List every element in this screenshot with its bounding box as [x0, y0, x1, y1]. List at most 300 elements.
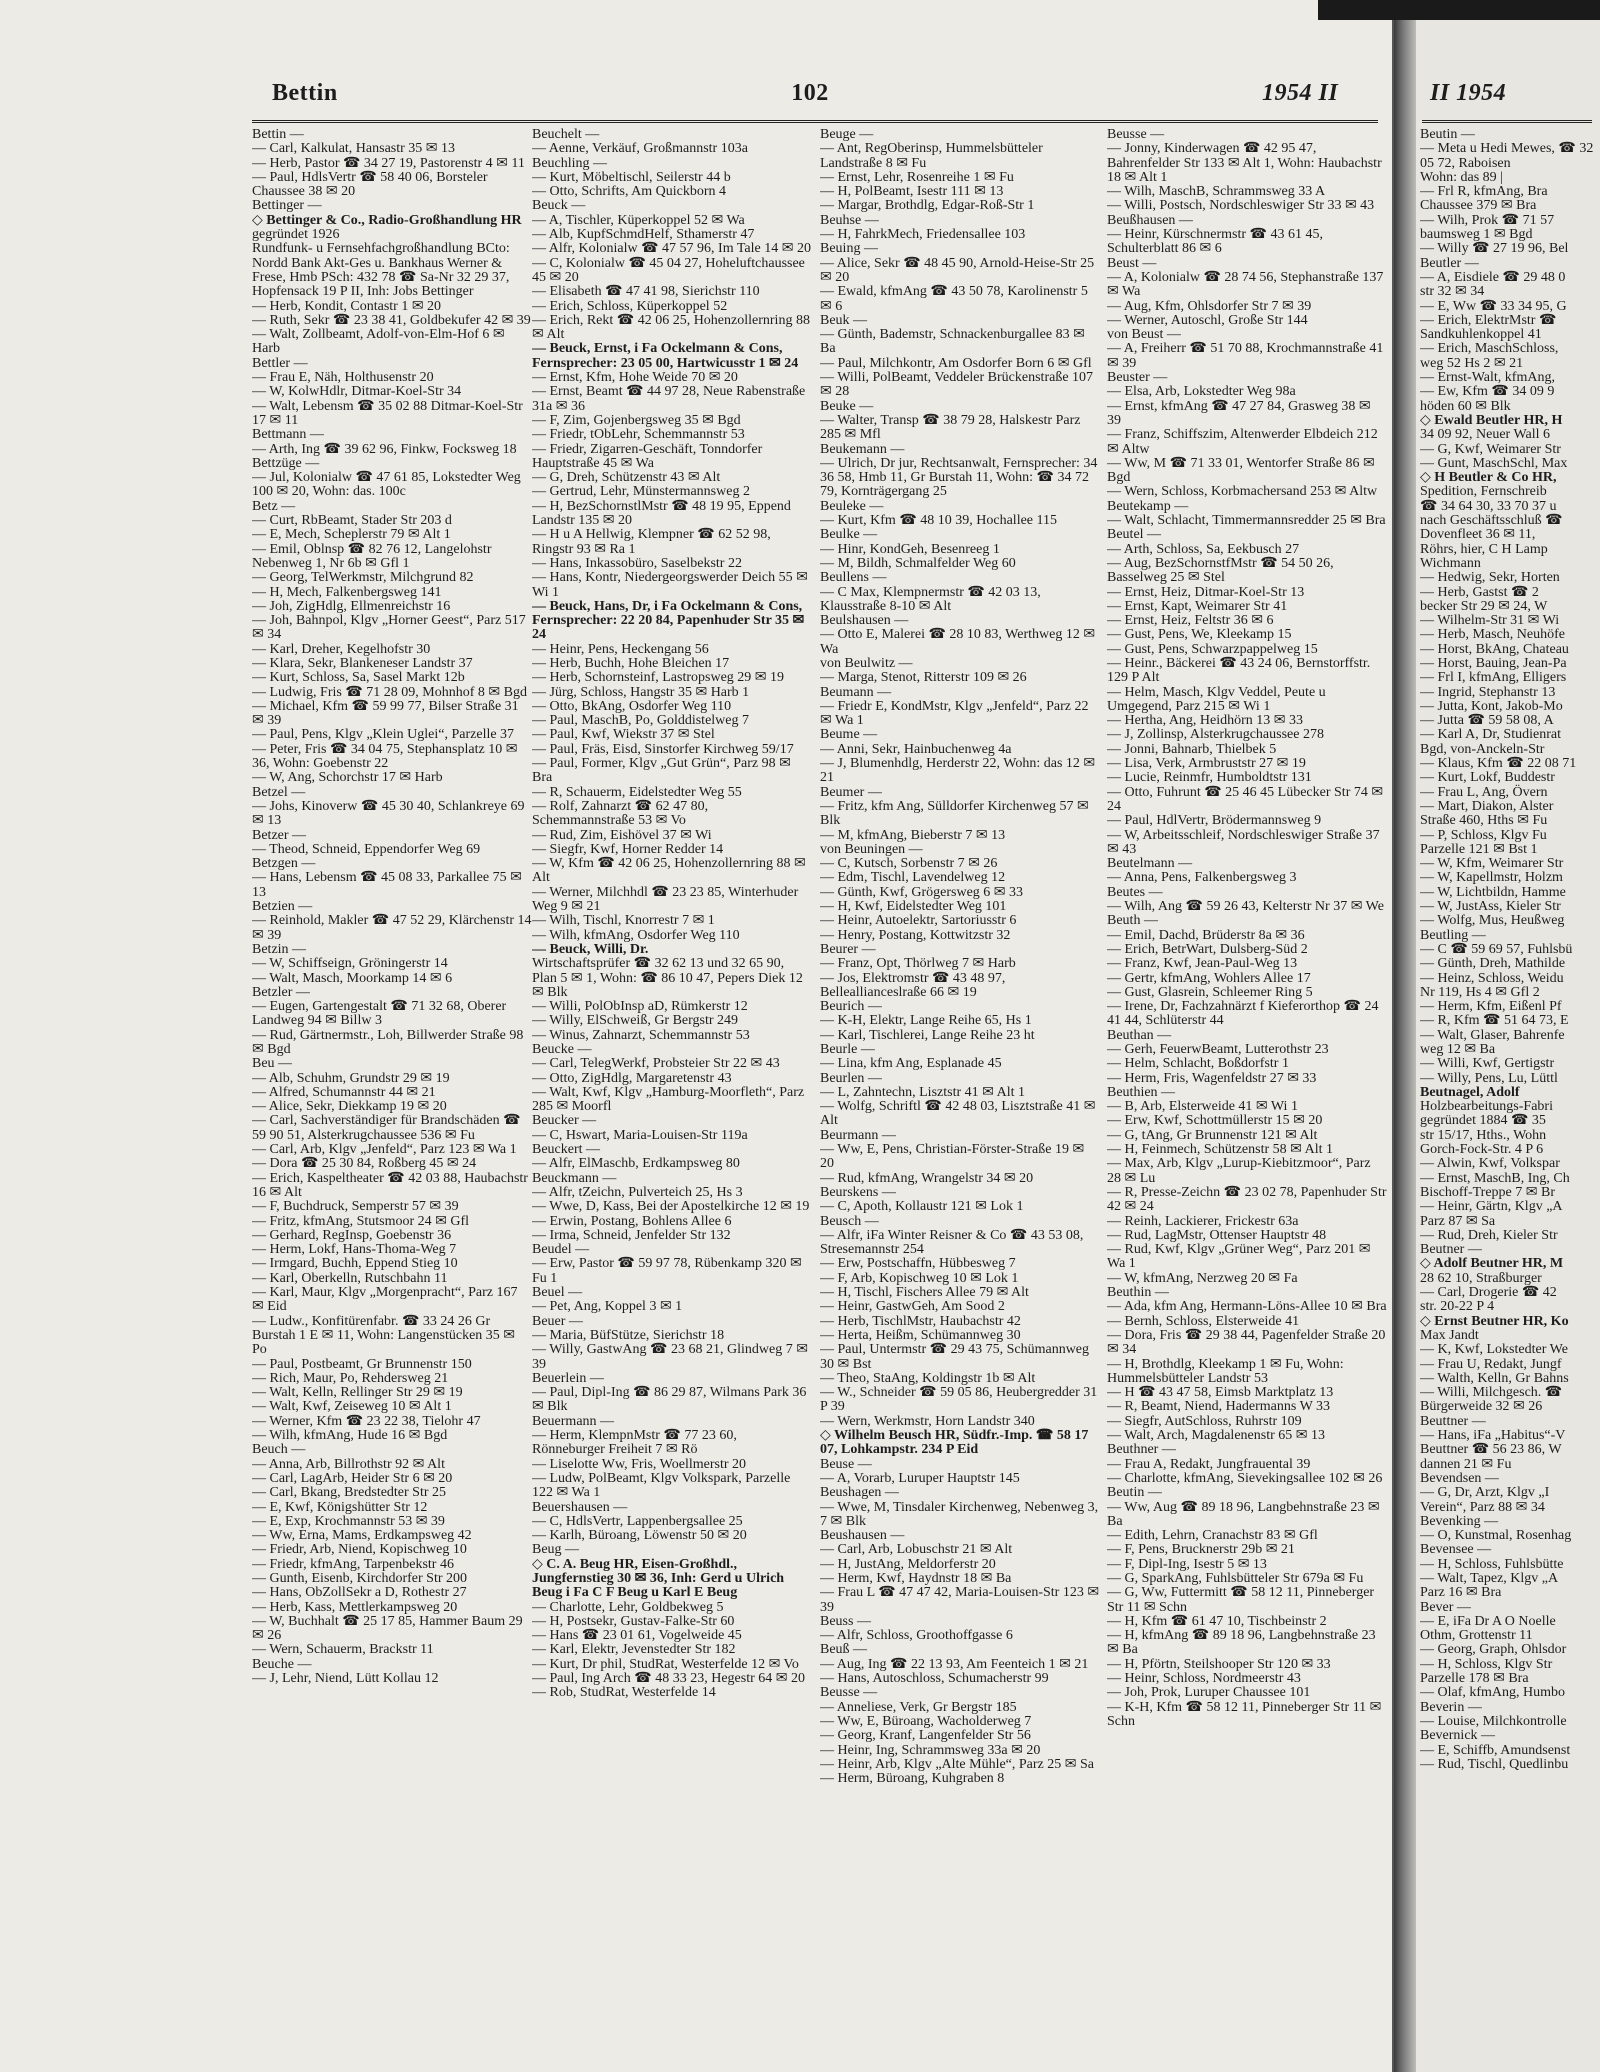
directory-entry: — Hans, Inkassobüro, Saselbekstr 22	[532, 555, 742, 571]
directory-entry: — Alwin, Kwf, Volkspar	[1420, 1156, 1560, 1172]
directory-entry: — Rud, LagMstr, Ottenser Hauptstr 48	[1107, 1227, 1327, 1243]
directory-entry: ◇ H Beutler & Co HR,	[1420, 470, 1557, 486]
directory-entry: — G, Dreh, Schützenstr 43 ✉ Alt	[532, 470, 721, 486]
directory-entry: — Walt, Kelln, Rellinger Str 29 ✉ 19	[252, 1385, 463, 1401]
directory-entry: — Beuck, Hans, Dr, i Fa Ockelmann & Cons, Fernsprecher: 22 20 84, Papenhuder Str 35 ✉ 24	[532, 598, 805, 643]
directory-entry: Bettmann —	[252, 427, 324, 443]
directory-entry: — Johs, Kinoverw ☎ 45 30 40, Schlankreye 69 ✉ 13	[252, 798, 525, 829]
directory-entry: Dovenfleet 36 ✉ 11,	[1420, 527, 1536, 543]
directory-entry: — Walt, Schlacht, Timmermannsredder 25 ✉ Bra	[1107, 513, 1386, 529]
directory-entry: Beuing —	[820, 241, 878, 257]
directory-entry: Sandkuhlenkoppel 41	[1420, 327, 1542, 343]
directory-entry: — Herm, Kfm, Eißenl Pf	[1420, 999, 1562, 1015]
directory-entry: Bevensee —	[1420, 1542, 1492, 1558]
directory-entry: Bever —	[1420, 1599, 1471, 1615]
directory-entry: Beukemann —	[820, 441, 905, 457]
directory-entry: — Heinr, Schloss, Nordmeerstr 43	[1107, 1671, 1301, 1687]
directory-entry: — Herm, Lokf, Hans-Thoma-Weg 7	[252, 1242, 457, 1258]
directory-entry: — W, Lichtbildn, Hamme	[1420, 884, 1566, 900]
directory-entry: — Ernst, Heiz, Ditmar-Koel-Str 13	[1107, 584, 1305, 600]
directory-entry: — Emil, Dachd, Brüderstr 8a ✉ 36	[1107, 927, 1305, 943]
directory-entry: — Karl, Dreher, Kegelhofstr 30	[252, 641, 431, 657]
directory-entry: — Herb, Pastor ☎ 34 27 19, Pastorenstr 4 ✉ 11	[252, 155, 525, 171]
directory-entry: — Bernh, Schloss, Elsterweide 41	[1107, 1313, 1300, 1329]
directory-entry: — C ☎ 59 69 57, Fuhlsbü	[1420, 941, 1573, 957]
directory-entry: gegründet 1926	[252, 227, 340, 243]
directory-entry: — Jutta, Kont, Jakob-Mo	[1420, 698, 1563, 714]
directory-entry: — Walt, Kwf, Klgv „Hamburg-Moorfleth“, Parz 285 ✉ Moorfl	[532, 1084, 805, 1115]
directory-entry: — W, Kapellmstr, Holzm	[1420, 870, 1563, 886]
directory-entry: — Werner, Kfm ☎ 23 22 38, Tielohr 47	[252, 1413, 481, 1429]
directory-entry: Beurmann —	[820, 1127, 896, 1143]
directory-entry: — Wern, Schauerm, Brackstr 11	[252, 1642, 434, 1658]
directory-entry: Beutekamp —	[1107, 498, 1189, 514]
directory-entry: Beutin —	[1107, 1485, 1162, 1501]
directory-entry: — Otto, BkAng, Osdorfer Weg 110	[532, 698, 732, 714]
directory-entry: — Erw, Kwf, Schottmüllerstr 15 ✉ 20	[1107, 1113, 1323, 1129]
directory-entry: — Erich, Schloss, Küperkoppel 52	[532, 298, 728, 314]
directory-entry: Max Jandt	[1420, 1327, 1479, 1343]
directory-entry: Beußhausen —	[1107, 212, 1193, 228]
directory-entry: — Ew, Kfm ☎ 34 09 9	[1420, 384, 1555, 400]
directory-entry: — K-H, Kfm ☎ 58 12 11, Pinneberger Str 11 ✉ Schn	[1107, 1699, 1382, 1729]
directory-entry: Beuss —	[820, 1613, 871, 1629]
directory-entry: 34 09 92, Neuer Wall 6	[1420, 427, 1551, 443]
directory-entry: — Walt, Zollbeamt, Adolf-von-Elm-Hof 6 ✉ Harb	[252, 327, 505, 357]
directory-entry: — Karl, Maur, Klgv „Morgenpracht“, Parz 167 ✉ Eid	[252, 1285, 518, 1315]
directory-entry: — Paul, HdlsVertr ☎ 58 40 06, Borsteler Chaussee 38 ✉ 20	[252, 169, 488, 200]
directory-entry: — Heinr, Gärtn, Klgv „A	[1420, 1199, 1563, 1215]
directory-entry: — Heinr., Bäckerei ☎ 43 24 06, Bernstorffstr. 129 P Alt	[1107, 655, 1371, 686]
directory-entry: Beuthner —	[1107, 1442, 1176, 1458]
directory-entry: Bgd, von-Anckeln-Str	[1420, 741, 1545, 757]
directory-entry: — R, Presse-Zeichn ☎ 23 02 78, Papenhuder Str 42 ✉ 24	[1107, 1184, 1387, 1215]
directory-entry: — Willy, Pens, Lu, Lüttl	[1420, 1070, 1558, 1086]
directory-entry: — Gerhard, RegInsp, Goebenstr 36	[252, 1227, 452, 1243]
directory-entry: — Dora, Fris ☎ 29 38 44, Pagenfelder Straße 20 ✉ 34	[1107, 1327, 1386, 1358]
directory-entry: Beushagen —	[820, 1485, 899, 1501]
directory-entry: — Willy, GastwAng ☎ 23 68 21, Glindweg 7 ✉ 39	[532, 1342, 808, 1372]
directory-entry: Betzler —	[252, 984, 310, 1000]
directory-entry: Beuke —	[820, 398, 874, 414]
directory-entry: — Helm, Schlacht, Boßdorfstr 1	[1107, 1056, 1289, 1072]
directory-entry: — Willi, Milchgesch. ☎	[1420, 1385, 1563, 1401]
directory-entry: — Walt, Lebensm ☎ 35 02 88 Ditmar-Koel-Str 17 ✉ 11	[252, 398, 523, 428]
directory-entry: — Alb, KupfSchmdHelf, Sthamerstr 47	[532, 227, 755, 243]
directory-entry: — Wilh, kfmAng, Hude 16 ✉ Bgd	[252, 1428, 448, 1444]
directory-entry: — Karl, Oberkelln, Rutschbahn 11	[252, 1270, 448, 1286]
directory-entry: Beutler —	[1420, 255, 1479, 271]
directory-entry: — W, Arbeitsschleif, Nordschleswiger Straße 37 ✉ 43	[1107, 827, 1380, 857]
directory-entry: — B, Arb, Elsterweide 41 ✉ Wi 1	[1107, 1099, 1298, 1115]
directory-entry: — M, kfmAng, Bieberstr 7 ✉ 13	[820, 827, 1006, 843]
directory-entry: — W, Buchhalt ☎ 25 17 85, Hammer Baum 29 ✉ 26	[252, 1613, 523, 1644]
directory-entry: — Paul, Pens, Klgv „Klein Uglei“, Parzelle 37	[252, 727, 515, 743]
directory-entry: — H, Kwf, Eidelstedter Weg 101	[820, 899, 1007, 915]
directory-entry: Betzgen —	[252, 856, 316, 872]
directory-entry: Verein“, Parz 88 ✉ 34	[1420, 1499, 1545, 1515]
directory-entry: — Herb, Kass, Mettlerkampsweg 20	[252, 1599, 458, 1615]
directory-entry: — Otto E, Malerei ☎ 28 10 83, Werthweg 12 ✉ Wa	[820, 627, 1096, 657]
directory-entry: — Jul, Kolonialw ☎ 47 61 85, Lokstedter Weg 100 ✉ 20, Wohn: das. 100c	[252, 470, 521, 500]
directory-entry: Beurer —	[820, 941, 876, 957]
directory-entry: — H, Postsekr, Gustav-Falke-Str 60	[532, 1613, 735, 1629]
directory-entry: Beuß —	[820, 1642, 868, 1658]
directory-entry: — Hans, iFa „Habitus“-V	[1420, 1428, 1566, 1444]
directory-entry: — Irma, Schneid, Jenfelder Str 132	[532, 1227, 731, 1243]
directory-entry: — Wilh, Tischl, Knorrestr 7 ✉ 1	[532, 913, 715, 929]
directory-entry: — Alfr, ElMaschb, Erdkampsweg 80	[532, 1156, 740, 1172]
directory-entry: — Willi, Kwf, Gertigstr	[1420, 1056, 1555, 1072]
directory-entry: Beuck —	[532, 198, 586, 214]
directory-entry: Beuerlein —	[532, 1370, 604, 1386]
header-rule-next	[1422, 120, 1592, 123]
directory-entry: — W., Schneider ☎ 59 05 86, Heubergredder 31 P 39	[820, 1385, 1098, 1415]
directory-entry: Beuge —	[820, 128, 874, 142]
directory-entry: — Paul, Dipl-Ing ☎ 86 29 87, Wilmans Park 36 ✉ Blk	[532, 1385, 807, 1415]
directory-entry: — G, Dr, Arzt, Klgv „I	[1420, 1485, 1550, 1501]
directory-entry: — Walt, Glaser, Bahrenfe	[1420, 1027, 1565, 1043]
directory-entry: dannen 21 ✉ Fu	[1420, 1456, 1512, 1472]
directory-entry: — F, Pens, Brucknerstr 29b ✉ 21	[1107, 1542, 1295, 1558]
directory-entry: — A, Eisdiele ☎ 29 48 0	[1420, 269, 1566, 285]
directory-entry: — Anna, Pens, Falkenbergsweg 3	[1107, 870, 1297, 886]
directory-entry: Beuchling —	[532, 155, 608, 171]
directory-entry: — C, Hswart, Maria-Louisen-Str 119a	[532, 1127, 748, 1143]
directory-entry: — Carl, Sachverständiger für Brandschäden ☎ 59 90 51, Alsterkrugchaussee 536 ✉ Fu	[252, 1113, 521, 1143]
directory-entry: — Aug, Ing ☎ 22 13 93, Am Feenteich 1 ✉ 21	[820, 1656, 1089, 1672]
directory-entry: — K-H, Elektr, Lange Reihe 65, Hs 1	[820, 1013, 1032, 1029]
directory-entry: — Ulrich, Dr jur, Rechtsanwalt, Fernsprecher: 34 36 58, Hmb 11, Gr Burstah 11, Wohn: ☎ 34 72 79, Kornträgergang 25	[820, 455, 1098, 500]
directory-entry: — J, Blumenhdlg, Herderstr 22, Wohn: das 12 ✉ 21	[820, 756, 1096, 786]
directory-entry: — Jos, Elektromstr ☎ 43 48 97, Belleallianceslraße 66 ✉ 19	[820, 970, 1006, 1000]
directory-entry: Rundfunk- u Fernsehfachgroßhandlung BCto: Nordd Bank Akt-Ges u. Bankhaus Werner & Frese, Hmb PSch: 432 78 ☎ Sa-Nr 32 29 37, Hopfensack 19 P II, Inh: Jobs Bettinger	[252, 241, 510, 300]
directory-entry: — Wilh, Ang ☎ 59 26 43, Kelterstr Nr 37 ✉ We	[1107, 899, 1384, 915]
directory-entry: ◇ Wilhelm Beusch HR, Südfr.-Imp. ☎ 58 17 07, Lohkampstr. 234 P Eid	[820, 1428, 1089, 1458]
directory-entry: Beutling —	[1420, 927, 1486, 943]
directory-entry: — Carl, LagArb, Heider Str 6 ✉ 20	[252, 1470, 453, 1486]
directory-entry: — Irmgard, Buchh, Eppend Stieg 10	[252, 1256, 458, 1272]
directory-entry: Beume —	[820, 727, 878, 743]
directory-entry: — Irene, Dr, Fachzahnärzt f Kieferorthop ☎ 24 41 44, Schlüterstr 44	[1107, 999, 1379, 1029]
directory-entry: — H, Brothdlg, Kleekamp 1 ✉ Fu, Wohn: Hummelsbütteler Landstr 53	[1107, 1356, 1344, 1386]
directory-entry: — H, Schloss, Fuhlsbütte	[1420, 1556, 1564, 1572]
directory-entry: von Beuningen —	[820, 841, 923, 857]
directory-entry: — Alb, Schuhm, Grundstr 29 ✉ 19	[252, 1070, 450, 1086]
directory-entry: — W, kfmAng, Nerzweg 20 ✉ Fa	[1107, 1270, 1298, 1286]
directory-entry: — Wwe, D, Kass, Bei der Apostelkirche 12 ✉ 19	[532, 1199, 810, 1215]
directory-entry: — Theod, Schneid, Eppendorfer Weg 69	[252, 841, 481, 857]
directory-entry: — Friedr, Arb, Niend, Kopischweg 10	[252, 1542, 467, 1558]
directory-entry: — Elsa, Arb, Lokstedter Weg 98a	[1107, 384, 1296, 400]
directory-entry: — G, tAng, Gr Brunnenstr 121 ✉ Alt	[1107, 1127, 1318, 1143]
directory-entry: — Gunt, MaschSchl, Max	[1420, 455, 1568, 471]
directory-entry: — Edm, Tischl, Lavendelweg 12	[820, 870, 1006, 886]
directory-entry: Bettin —	[252, 128, 304, 142]
directory-entry: — Fritz, kfmAng, Stutsmoor 24 ✉ Gfl	[252, 1213, 470, 1229]
directory-entry: — Rud, Kwf, Klgv „Grüner Weg“, Parz 201 ✉ Wa 1	[1107, 1242, 1371, 1272]
directory-entry: — Herm, Kwf, Haydnstr 18 ✉ Ba	[820, 1570, 1012, 1586]
directory-entry: — Siegfr, Kwf, Horner Redder 14	[532, 841, 724, 857]
directory-entry: — Werner, Autoschl, Große Str 144	[1107, 312, 1308, 328]
directory-entry: — A, Kolonialw ☎ 28 74 56, Stephanstraße 137 ✉ Wa	[1107, 269, 1384, 300]
directory-entry: — Willi, PolBeamt, Veddeler Brückenstraße 107 ✉ 28	[820, 370, 1094, 400]
directory-entry: — Liselotte Ww, Fris, Woellmerstr 20	[532, 1456, 747, 1472]
directory-entry: Beuhse —	[820, 212, 879, 228]
directory-entry: — Aenne, Verkäuf, Großmannstr 103a	[532, 141, 748, 157]
directory-entry: — Wilhelm-Str 31 ✉ Wi	[1420, 613, 1560, 629]
directory-entry: — Aug, BezSchornstfMstr ☎ 54 50 26, Basselweg 25 ✉ Stel	[1107, 555, 1334, 586]
directory-entry: baumsweg 1 ✉ Bgd	[1420, 227, 1533, 243]
directory-entry: — R, Kfm ☎ 51 64 73, E	[1420, 1013, 1569, 1029]
directory-entry: — Lisa, Verk, Armbruststr 27 ✉ 19	[1107, 756, 1306, 772]
directory-entry: — Karl A, Dr, Studienrat	[1420, 727, 1561, 743]
directory-entry: — Gust, Pens, Schwarzpappelweg 15	[1107, 641, 1318, 657]
directory-entry: — W, Kfm ☎ 42 06 25, Hohenzollernring 88 ✉ Alt	[532, 856, 806, 886]
directory-entry: — Ludw, PolBeamt, Klgv Volkspark, Parzelle 122 ✉ Wa 1	[532, 1470, 791, 1501]
directory-entry: — C, Kolonialw ☎ 45 04 27, Hoheluftchaussee 45 ✉ 20	[532, 255, 805, 285]
directory-entry: — Wolfg, Mus, Heußweg	[1420, 913, 1565, 929]
directory-entry: ◇ Ewald Beutler HR, H	[1420, 412, 1563, 428]
directory-entry: — Friedr E, KondMstr, Klgv „Jenfeld“, Parz 22 ✉ Wa 1	[820, 698, 1089, 729]
directory-entry: — Herta, Heißm, Schümannweg 30	[820, 1327, 1021, 1343]
directory-entry: — Erw, Postschaffn, Hübbesweg 7	[820, 1256, 1016, 1272]
directory-entry: Beusse —	[820, 1685, 878, 1701]
directory-entry: Chaussee 379 ✉ Bra	[1420, 198, 1537, 214]
directory-entry: — Fritz, kfm Ang, Sülldorfer Kirchenweg 57 ✉ Blk	[820, 798, 1089, 829]
directory-entry: Beuch —	[252, 1442, 306, 1458]
directory-entry: — Heinr, Arb, Klgv „Alte Mühle“, Parz 25 ✉ Sa	[820, 1756, 1095, 1772]
column-2	[532, 128, 812, 2042]
directory-entry: — Wilh, MaschB, Schrammsweg 33 A	[1107, 184, 1326, 200]
directory-entry: — H u A Hellwig, Klempner ☎ 62 52 98, Ringstr 93 ✉ Ra 1	[532, 527, 771, 557]
directory-entry: — J, Zollinsp, Alsterkrugchaussee 278	[1107, 727, 1324, 743]
directory-entry: Beutnagel, Adolf	[1420, 1084, 1520, 1100]
directory-entry: — H ☎ 43 47 58, Eimsb Marktplatz 13	[1107, 1385, 1334, 1401]
directory-entry: Gorch-Fock-Str. 4 P 6	[1420, 1142, 1544, 1158]
directory-entry: Bettzüge —	[252, 455, 320, 471]
directory-entry: — A, Freiherr ☎ 51 70 88, Krochmannstraße 41 ✉ 39	[1107, 341, 1384, 371]
directory-entry: Bettler —	[252, 355, 308, 371]
directory-entry: — Arth, Ing ☎ 39 62 96, Finkw, Focksweg 18	[252, 441, 517, 457]
directory-entry: — H, Mech, Falkenbergsweg 141	[252, 584, 442, 600]
directory-entry: — Horst, Bauing, Jean-Pa	[1420, 655, 1567, 671]
directory-entry: Betzien —	[252, 899, 313, 915]
directory-entry: — M, Bildh, Schmalfelder Weg 60	[820, 555, 1016, 571]
directory-entry: — Walt, Arch, Magdalenenstr 65 ✉ 13	[1107, 1428, 1325, 1444]
directory-entry: — E, Schiffb, Amundsenst	[1420, 1742, 1571, 1758]
directory-entry: — Georg, Kranf, Langenfelder Str 56	[820, 1728, 1031, 1744]
directory-entry: — C, Apoth, Kollaustr 121 ✉ Lok 1	[820, 1199, 1024, 1215]
directory-entry: — Beuck, Ernst, i Fa Ockelmann & Cons, Fernsprecher: 23 05 00, Hartwicusstr 1 ✉ 24	[532, 341, 799, 371]
directory-entry: — Anna, Arb, Billrothstr 92 ✉ Alt	[252, 1456, 445, 1472]
directory-entry: — Henry, Postang, Kottwitzstr 32	[820, 927, 1011, 943]
directory-entry: — R, Beamt, Niend, Hadermanns W 33	[1107, 1399, 1331, 1415]
directory-entry: Straße 460, Hths ✉ Fu	[1420, 813, 1548, 829]
directory-entry: Beulke —	[820, 527, 878, 543]
directory-entry: — Hinr, KondGeh, Besenreeg 1	[820, 541, 1000, 557]
directory-entry: — Ernst, kfmAng ☎ 47 27 84, Grasweg 38 ✉ 39	[1107, 398, 1371, 428]
directory-entry: Beuttner ☎ 56 23 86, W	[1420, 1442, 1562, 1458]
directory-entry: — Ernst, Beamt ☎ 44 97 28, Neue Rabenstraße 31a ✉ 36	[532, 384, 806, 414]
directory-entry: — Hans, Kontr, Niedergeorgswerder Deich 55 ✉ Wi 1	[532, 570, 808, 600]
directory-entry: — Peter, Fris ☎ 34 04 75, Stephansplatz 10 ✉ 36, Wohn: Goebenstr 22	[252, 741, 518, 772]
directory-entry: — Ernst, Heiz, Feltstr 36 ✉ 6	[1107, 613, 1274, 629]
directory-entry: — Wilh, Prok ☎ 71 57	[1420, 212, 1555, 228]
directory-entry: — Anneliese, Verk, Gr Bergstr 185	[820, 1699, 1017, 1715]
directory-entry: — Ewald, kfmAng ☎ 43 50 78, Karolinenstr 5 ✉ 6	[820, 284, 1088, 314]
directory-entry: Holzbearbeitungs-Fabri	[1420, 1099, 1553, 1115]
directory-entry: Beumer —	[820, 784, 882, 800]
directory-entry: von Beulwitz —	[820, 655, 913, 671]
directory-entry: Parzelle 121 ✉ Bst 1	[1420, 841, 1538, 857]
directory-entry: — Friedr, tObLehr, Schemmannstr 53	[532, 427, 745, 443]
directory-entry: — Friedr, Zigarren-Geschäft, Tonndorfer Hauptstraße 45 ✉ Wa	[532, 441, 763, 471]
directory-entry: — Rud, kfmAng, Wrangelstr 34 ✉ 20	[820, 1170, 1034, 1186]
directory-entry: Bettinger —	[252, 198, 322, 214]
directory-entry: — F, Buchdruck, Semperstr 57 ✉ 39	[252, 1199, 459, 1215]
directory-entry: — Erich, Rekt ☎ 42 06 25, Hohenzollernring 88 ✉ Alt	[532, 312, 810, 343]
directory-entry: gegründet 1884 ☎ 35	[1420, 1113, 1546, 1129]
directory-entry: ◇ C. A. Beug HR, Eisen-Großhdl., Jungfernstieg 30 ✉ 36, Inh: Gerd u Ulrich Beug i Fa C F Beug u Karl E Beug	[532, 1556, 785, 1601]
directory-entry: — H, Feinmech, Schützenstr 58 ✉ Alt 1	[1107, 1142, 1333, 1158]
directory-entry: — Paul, Milchkontr, Am Osdorfer Born 6 ✉ Gfl	[820, 355, 1092, 371]
directory-entry: — Ludw., Konfitürenfabr. ☎ 33 24 26 Gr Burstah 1 E ✉ 11, Wohn: Langenstücken 35 ✉ Po	[252, 1313, 516, 1358]
column-3	[820, 128, 1100, 2042]
directory-entry: — Carl, Drogerie ☎ 42	[1420, 1285, 1557, 1301]
directory-entry: — Louise, Milchkontrolle	[1420, 1713, 1567, 1729]
directory-entry: — Ernst-Walt, kfmAng,	[1420, 370, 1555, 386]
directory-entry: — Gerh, FeuerwBeamt, Lutterothstr 23	[1107, 1042, 1329, 1057]
directory-entry: — Rud, Gärtnermstr., Loh, Billwerder Straße 98 ✉ Bgd	[252, 1027, 524, 1057]
directory-entry: Beuleke —	[820, 498, 884, 514]
directory-entry: — H, PolBeamt, Isestr 111 ✉ 13	[820, 184, 1004, 200]
directory-entry: — Georg, Graph, Ohlsdor	[1420, 1642, 1567, 1658]
directory-entry: — Walth, Kelln, Gr Bahns	[1420, 1370, 1569, 1386]
directory-entry: — Charlotte, kfmAng, Sievekingsallee 102 ✉ 26	[1107, 1470, 1383, 1486]
directory-entry: — Ada, kfm Ang, Hermann-Löns-Allee 10 ✉ Bra	[1107, 1299, 1387, 1315]
directory-entry: — Frau E, Näh, Holthusenstr 20	[252, 370, 434, 386]
directory-entry: — O, Kunstmal, Rosenhag	[1420, 1528, 1572, 1544]
directory-entry: — Günth, Dreh, Mathilde	[1420, 956, 1566, 972]
directory-entry: — Rud, Tischl, Quedlinbu	[1420, 1756, 1569, 1772]
directory-entry: — Herb, Schornsteinf, Lastropsweg 29 ✉ 19	[532, 670, 785, 686]
directory-entry: — Friedr, kfmAng, Tarpenbekstr 46	[252, 1556, 454, 1572]
directory-entry: Betzin —	[252, 941, 307, 957]
directory-entry: — H, Schloss, Klgv Str	[1420, 1656, 1553, 1672]
directory-entry: — Paul, Ing Arch ☎ 48 33 23, Hegestr 64 ✉ 20	[532, 1671, 805, 1687]
directory-entry: — Werner, Milchhdl ☎ 23 23 85, Winterhuder Weg 9 ✉ 21	[532, 884, 799, 915]
directory-entry: — F, Arb, Kopischweg 10 ✉ Lok 1	[820, 1270, 1019, 1286]
directory-entry: — Herb, Gastst ☎ 2	[1420, 584, 1539, 600]
directory-entry: — Rolf, Zahnarzt ☎ 62 47 80, Schemmannstraße 53 ✉ Vo	[532, 798, 709, 829]
running-head-left: Bettin	[272, 80, 338, 106]
directory-entry: — Dora ☎ 25 30 84, Roßberg 45 ✉ 24	[252, 1156, 477, 1172]
directory-entry: — Alfr, tZeichn, Pulverteich 25, Hs 3	[532, 1184, 743, 1200]
directory-entry: — A, Tischler, Küperkoppel 52 ✉ Wa	[532, 212, 745, 228]
directory-entry: — W, KolwHdlr, Ditmar-Koel-Str 34	[252, 384, 462, 400]
directory-entry: Beuthin —	[1107, 1285, 1169, 1301]
directory-entry: — Horst, BkAng, Chateau	[1420, 641, 1569, 657]
directory-entry: — C Max, Klempnermstr ☎ 42 03 13, Klausstraße 8-10 ✉ Alt	[820, 584, 1041, 614]
directory-entry: Spedition, Fernschreib	[1420, 484, 1547, 500]
directory-entry: — E, Ww ☎ 33 34 95, G	[1420, 298, 1567, 314]
directory-entry: — Gertr, kfmAng, Wohlers Allee 17	[1107, 970, 1311, 986]
directory-entry: — H, kfmAng ☎ 89 18 96, Langbehnstraße 23 ✉ Ba	[1107, 1628, 1376, 1658]
directory-entry: — Heinr, GastwGeh, Am Sood 2	[820, 1299, 1005, 1315]
directory-entry: — Gust, Pens, We, Kleekamp 15	[1107, 627, 1292, 643]
directory-entry: — Paul, Untermstr ☎ 29 43 75, Schümannweg 30 ✉ Bst	[820, 1342, 1090, 1372]
directory-entry: — H, FahrkMech, Friedensallee 103	[820, 227, 1026, 243]
directory-entry: — Erw, Pastor ☎ 59 97 78, Rübenkamp 320 ✉ Fu 1	[532, 1256, 802, 1286]
directory-entry: — Ernst, Kfm, Hohe Weide 70 ✉ 20	[532, 370, 738, 386]
directory-entry: 28 62 10, Straßburger	[1420, 1270, 1542, 1286]
directory-entry: Beutin —	[1420, 128, 1475, 142]
directory-entry: — Karl, Tischlerei, Lange Reihe 23 ht	[820, 1027, 1035, 1043]
directory-entry: weg 52 Hs 2 ✉ 21	[1420, 355, 1524, 371]
directory-entry: — Herm, Fris, Wagenfeldstr 27 ✉ 33	[1107, 1070, 1317, 1086]
directory-entry: — Walt, Masch, Moorkamp 14 ✉ 6	[252, 970, 453, 986]
directory-entry: — Joh, ZigHdlg, Ellmenreichstr 16	[252, 598, 451, 614]
directory-entry: — Charlotte, Lehr, Goldbekweg 5	[532, 1599, 724, 1615]
directory-entry: Beumann —	[820, 684, 892, 700]
directory-entry: — Paul, Former, Klgv „Gut Grün“, Parz 98 ✉ Bra	[532, 756, 791, 786]
directory-entry: — H, BezSchornstlMstr ☎ 48 19 95, Eppend Landstr 135 ✉ 20	[532, 498, 791, 529]
directory-entry: Betz —	[252, 498, 296, 514]
column-1	[252, 128, 532, 2042]
directory-entry: ◇ Bettinger & Co., Radio-Großhandlung HR	[252, 212, 522, 228]
directory-entry: Bevendsen —	[1420, 1470, 1499, 1486]
directory-entry: — Erwin, Postang, Bohlens Allee 6	[532, 1213, 732, 1229]
directory-entry: — Winus, Zahnarzt, Schemmannstr 53	[532, 1027, 750, 1043]
directory-entry: — Franz, Opt, Thörlweg 7 ✉ Harb	[820, 956, 1016, 972]
directory-entry: — Heinr, Autoelektr, Sartoriusstr 6	[820, 913, 1017, 929]
directory-entry: — Hans, Autoschloss, Schumacherstr 99	[820, 1671, 1049, 1687]
directory-entry: — P, Schloss, Klgv Fu	[1420, 827, 1547, 843]
directory-entry: — Erich, Kaspeltheater ☎ 42 03 88, Haubachstr 16 ✉ Alt	[252, 1170, 528, 1200]
directory-entry: Beuster —	[1107, 370, 1168, 386]
directory-entry: — K, Kwf, Lokstedter We	[1420, 1342, 1568, 1358]
directory-entry: — Heinr, Pens, Heckengang 56	[532, 641, 709, 657]
directory-entry: Beudel —	[532, 1242, 590, 1258]
directory-entry: — Olaf, kfmAng, Humbo	[1420, 1685, 1566, 1701]
directory-entry: — Wern, Werkmstr, Horn Landstr 340	[820, 1413, 1035, 1429]
directory-entry: — F, Zim, Gojenbergsweg 35 ✉ Bgd	[532, 412, 741, 428]
directory-entry: — Jürg, Schloss, Hangstr 35 ✉ Harb 1	[532, 684, 750, 700]
directory-entry: — Franz, Schiffszim, Altenwerder Elbdeich 212 ✉ Altw	[1107, 427, 1378, 457]
directory-entry: Beuershausen —	[532, 1499, 628, 1515]
directory-entry: — Frl R, kfmAng, Bra	[1420, 184, 1548, 200]
directory-entry: weg 12 ✉ Ba	[1420, 1042, 1496, 1057]
directory-entry: str. 20-22 P 4	[1420, 1299, 1495, 1315]
directory-entry: — Alice, Sekr, Diekkamp 19 ✉ 20	[252, 1099, 447, 1115]
directory-entry: Beutner —	[1420, 1242, 1482, 1258]
directory-entry: Beuttner —	[1420, 1413, 1486, 1429]
directory-entry: Beurich —	[820, 999, 882, 1015]
directory-entry: Beug —	[532, 1542, 580, 1558]
column-4	[1107, 128, 1387, 2042]
directory-entry: — Paul, Postbeamt, Gr Brunnenstr 150	[252, 1356, 472, 1372]
directory-entry: — Kurt, Dr phil, StudRat, Westerfelde 12 ✉ Vo	[532, 1656, 799, 1672]
directory-entry: nach Geschäftsschluß ☎	[1420, 513, 1563, 529]
directory-entry: Beu —	[252, 1056, 293, 1072]
directory-entry: — Herm, Büroang, Kuhgraben 8	[820, 1771, 1005, 1787]
directory-entry: Bürgerweide 32 ✉ 26	[1420, 1399, 1543, 1415]
directory-entry: Beuermann —	[532, 1413, 615, 1429]
directory-entry: Bischoff-Treppe 7 ✉ Br	[1420, 1184, 1556, 1200]
directory-entry: — Theo, StaAng, Koldingstr 1b ✉ Alt	[820, 1370, 1036, 1386]
page-number: 102	[791, 80, 829, 106]
